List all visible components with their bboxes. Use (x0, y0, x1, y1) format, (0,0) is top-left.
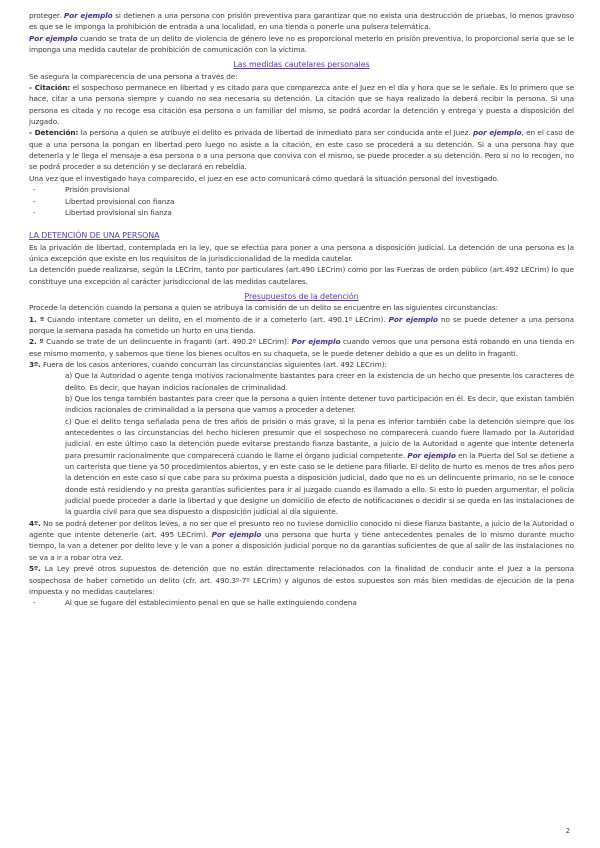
medidas-intro: Se asegura la comparecencia de una persona a través de: (29, 71, 238, 81)
list-item: - Libertad provisional con fianza (33, 196, 574, 207)
circumstance-3: 3º. Fuera de los casos anteriores, cuando concurran las circunstancias siguientes (art. 492 LECrim): (29, 359, 387, 369)
circumstance-4: 4º. No se podrá detener por delitos leves, a no ser que el presunto reo no tuviese domicilio conocido ni diese fianza bastante, a juicio de la Autoridad o agente que intente detenerle (art. 495 LECrim). Por ejemplo una persona que hurta y tiene antecedentes penales de lo mismo durante mucho tiempo, la van a detener por delito leve y le van a poner a disposición judicial porque no da garantías suficientes de que al salir de las instalaciones no se va a ir a robar otra vez. (29, 518, 574, 562)
circumstance-1: 1. º Cuando intentare cometer un delito, en el momento de ir a cometerlo (art. 490.1º LECrim). Por ejemplo no se puede detener a una persona porque la semana pasada ha cometido un hurto en una tienda. (29, 314, 574, 335)
situacion-list (29, 184, 574, 218)
example-label: Por ejemplo (29, 33, 78, 43)
execution-list (29, 597, 574, 608)
intro-paragraph-1: proteger. Por ejemplo si detienen a una persona con prisión preventiva para garantizar que no exista una destrucción de pruebas, lo menos gravoso es que se le imponga la prohibición de entrada a una localidad, en una tienda o ponerle una pulsera telemática. (29, 11, 574, 32)
citacion-term: - Citación: (29, 83, 71, 93)
list-item: - Libertad provisional sin fianza (33, 207, 574, 218)
detencion-term: - Detención: (29, 128, 79, 138)
example-label: por ejemplo (473, 128, 522, 138)
section-heading-medidas: Las medidas cautelares personales (233, 60, 370, 70)
example-label: Por ejemplo (291, 337, 341, 347)
outcome-paragraph: Una vez que el investigado haya comparecido, el juez en ese acto comunicará cómo quedará la situación personal del investigado. (29, 173, 499, 183)
detencion-definition: Es la privación de libertad, contemplada en la ley, que se efectúa para poner a una persona a disposición judicial. La detención de una persona es la única excepción que existe en los requisitos de la jurisdiccionalidad de la medida cautelar. (29, 242, 574, 263)
example-label: Por ejemplo (211, 530, 262, 540)
citacion-paragraph: - Citación: el sospechoso permanece en libertad y es citado para que comparezca ante el Juez en el día y hora que se le señale. Es lo primero que se hace, citar a una persona siempre y cuando no sea necesaria su detención. La citación que se haya realizado la deberá recibir la persona. Si una persona es citada y no recoge esa citación esa persona o un familiar del mismo, se podrá acordar la detención y entrega y puesta a disposición del juzgado. (29, 83, 574, 127)
example-label: Por ejemplo (63, 11, 113, 20)
list-item: - Prisión provisional (33, 184, 574, 195)
presupuestos-intro: Procede la detención cuando la persona a quien se atribuya la comisión de un delito se encuentre en las siguientes circunstancias: (29, 303, 498, 313)
example-label: Por ejemplo (388, 314, 438, 324)
page-number: 2 (565, 827, 570, 835)
section-heading-presupuestos: Presupuestos de la detención (244, 291, 359, 301)
intro-paragraph-2: Por ejemplo cuando se trata de un delito de violencia de género leve no es proporcional meterlo en prisión preventiva, lo proporcional sería que se le imponga una medida cautelar de prohibición de comunicación con la víctima. (29, 33, 574, 55)
detencion-realization: La detención puede realizarse, según la LECrim, tanto por particulares (art.490 LECrim) como por las Fuerzas de orden público (art.492 LECrim) lo que constituye una excepción al carácter jurisdiccional de las medidas cautelares. (29, 265, 574, 286)
circumstance-3b: b) Que los tenga también bastantes para creer que la persona a quien intente detener tuvo participación en él. Es decir, que existan también indicios racionales de criminalidad a la persona que vamos a proceder a detener. (65, 394, 574, 415)
section-heading-detencion: LA DETENCIÓN DE UNA PERSONA (29, 231, 160, 241)
circumstance-2: 2. º Cuando se trate de un delincuente in fraganti (art. 490.2º LECrim). Por ejemplo cuando vemos que una persona está robando en una tienda en ese mismo momento, y sabemos que tiene los bienes ocultos en su chaqueta, se le puede detener debido a que es un delito in fraganti. (29, 337, 574, 358)
circumstance-5: 5º. La Ley prevé otros supuestos de detención que no están directamente relacionados con la finalidad de conducir ante el Juez a la persona sospechosa de haber cometido un delito (cfr. art. 490.3º-7º LECrim) y algunos de estos supuestos son más bien medidas de ejecución de la pena impuesta y no medidas cautelares: (29, 564, 574, 596)
detencion-paragraph: - Detención: la persona a quien se atribuye el delito es privada de libertad de inmediato para ser conducida ante el Juez. por ejemplo, en el caso de que a una persona la pongan en libertad pero luego no asiste a la citación, en este caso se procederá a su detención. Si a una persona hay que detenerla y le llega el mensaje a esa persona o a una persona que conviva con el mismo, se puede proceder a su detención. Pero si no lo recogen, no se podrá proceder a su detención y se declarará en rebeldía. (29, 128, 574, 172)
list-item: - Al que se fugare del establecimiento penal en que se halle extinguiendo condena (33, 597, 574, 608)
circumstance-3a: a) Que la Autoridad o agente tenga motivos racionalmente bastantes para creer en la existencia de un hecho que presente los caracteres de delito. Es decir, que hayan indicios racionales de criminalidad. (65, 371, 574, 392)
example-label: Por ejemplo (407, 450, 456, 460)
spacer (29, 218, 574, 230)
circumstance-3c: c) Que el delito tenga señalada pena de tres años de prisión o más grave, si la pena es inferior también cabe la detención siempre que los antecedentes o las circunstancias del hecho hicieren presumir que el sospechoso no comparecerá cuando fuere llamado por la Autoridad judicial. en este último caso la detención puede evitarse prestando fianza bastante, a juicio de la Autoridad o agente que intente detenerla para presumir racionalmente que comparecerá cuando le llame el órgano judicial competente. Por ejemplo en la Puerta del Sol se detiene a un carterista que tiene ya 50 procedimientos abiertos, y en este caso se le detiene para filiarle. El delito de hurto es menos de tres años pero la detención en este caso sí que cabe para su próxima puesta a disposición judicial, dado que no es un delincuente primario, no se le conoce donde está residiendo y no presta garantías suficientes para ir al juzgado cuando es llamado a ello. Si esto lo pueden argumentar, el policía judicial puede proceder a darle la libertad y que designe un domicilio de efecto de notificaciones o decidir si se queda en las instalaciones de la guardia civil para que sea dispuesto a disposición judicial al día siguiente. (65, 416, 574, 517)
